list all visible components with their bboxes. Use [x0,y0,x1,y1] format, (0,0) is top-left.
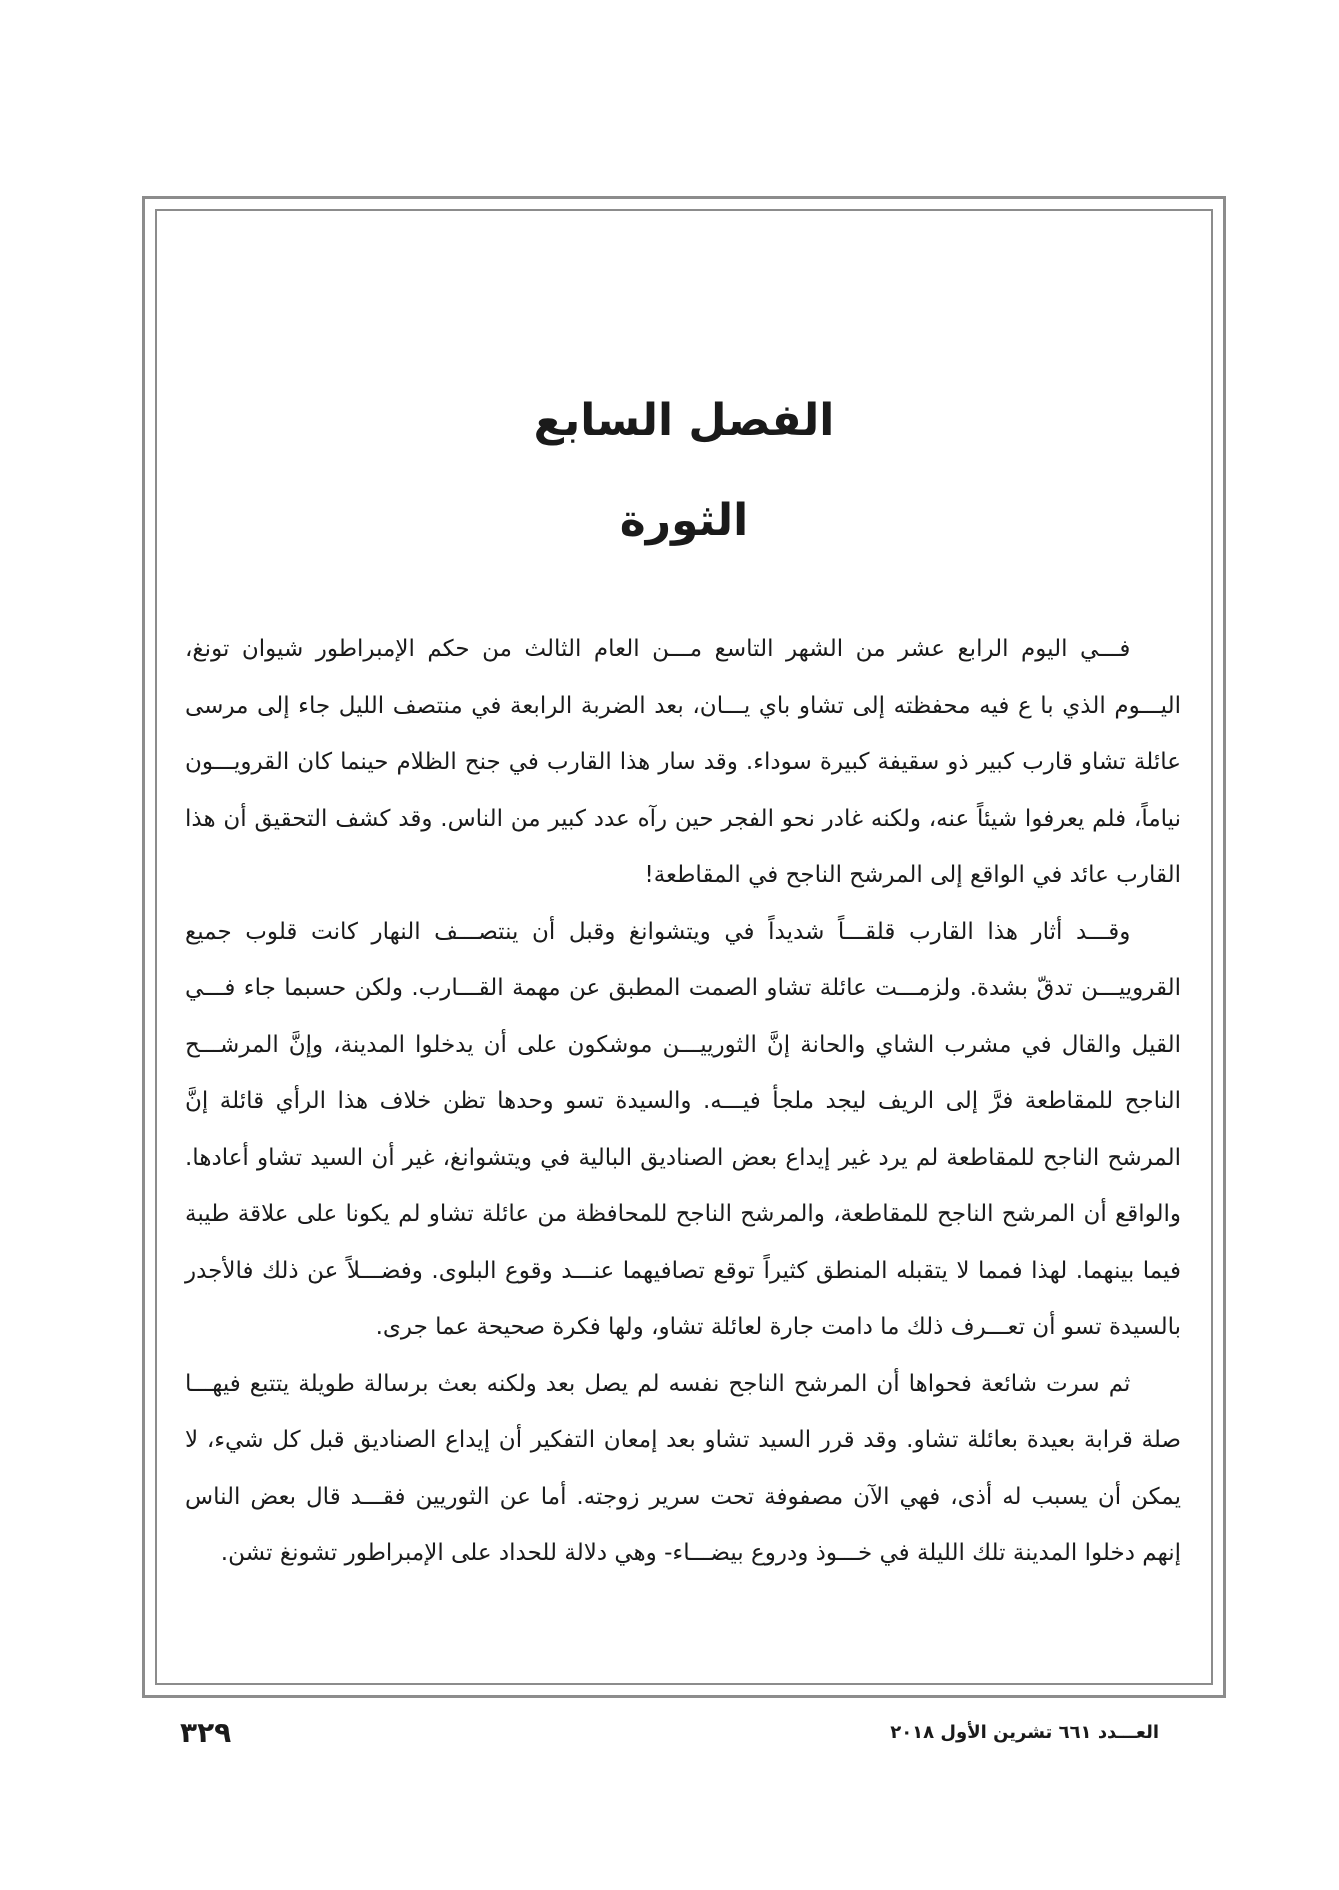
paragraph-2: وقـــد أثار هذا القارب قلقـــاً شديداً في ويتشوانغ وقبل أن ينتصـــف النهار كانت قلوب جميع القروييـــن تدقّ بشدة. ولزمـــت عائلة تشاو الصمت المطبق عن مهمة القـــارب. ولكن حسبما جاء فـــي القيل والقال في مشرب الشاي والحانة إنَّ الثورييـــن موشكون على أن يدخلوا المدينة، وإنَّ المرشـــح الناجح للمقاطعة فرَّ إلى الريف ليجد ملجأ فيـــه. والسيدة تسو وحدها تظن خلاف هذا الرأي قائلة إنَّ المرشح الناجح للمقاطعة لم يرد غير إيداع بعض الصناديق البالية في ويتشوانغ، غير أن السيد تشاو أعادها. والواقع أن المرشح الناجح للمقاطعة، والمرشح الناجح للمحافظة من عائلة تشاو لم يكونا على علاقة طيبة فيما بينهما. لهذا فمما لا يتقبله المنطق كثيراً توقع تصافيهما عنـــد وقوع البلوى. وفضـــلاً عن ذلك فالأجدر بالسيدة تسو أن تعـــرف ذلك ما دامت جارة لعائلة تشاو، ولها فكرة صحيحة عما جرى. [185,918,1181,1340]
chapter-subtitle: الثورة [619,495,749,546]
paragraph-3: ثم سرت شائعة فحواها أن المرشح الناجح نفسه لم يصل بعد ولكنه بعث برسالة طويلة يتتبع فيهـــا صلة قرابة بعيدة بعائلة تشاو. وقد قرر السيد تشاو بعد إمعان التفكير أن إيداع الصناديق قبل كل شيء، لا يمكن أن يسبب له أذى، فهي الآن مصفوفة تحت سرير زوجته. أما عن الثوريين فقـــد قال بعض الناس إنهم دخلوا المدينة تلك الليلة في خـــوذ ودروع بيضـــاء- وهي دلالة للحداد على الإمبراطور تشونغ تشن. [185,1370,1181,1566]
paragraph-1: فـــي اليوم الرابع عشر من الشهر التاسع مـــن العام الثالث من حكم الإمبراطور شيوان تونغ، اليـــوم الذي با ع فيه محفظته إلى تشاو باي يـــان، بعد الضربة الرابعة في منتصف الليل جاء إلى مرسى عائلة تشاو قارب كبير ذو سقيفة كبيرة سوداء. وقد سار هذا القارب في جنح الظلام حينما كان القرويـــون نياماً، فلم يعرفوا شيئاً عنه، ولكنه غادر نحو الفجر حين رآه عدد كبير من الناس. وقد كشف التحقيق أن هذا القارب عائد في الواقع إلى المرشح الناجح في المقاطعة! [185,636,1181,888]
issue-info: العـــدد ٦٦١ تشرين الأول ٢٠١٨ [890,1722,1159,1743]
chapter-title: الفصل السابع [533,395,835,446]
page-number: ٣٢٩ [180,1716,232,1749]
page-footer [180,1716,1159,1756]
body-text [185,621,1181,1582]
page-border [142,196,1226,1698]
